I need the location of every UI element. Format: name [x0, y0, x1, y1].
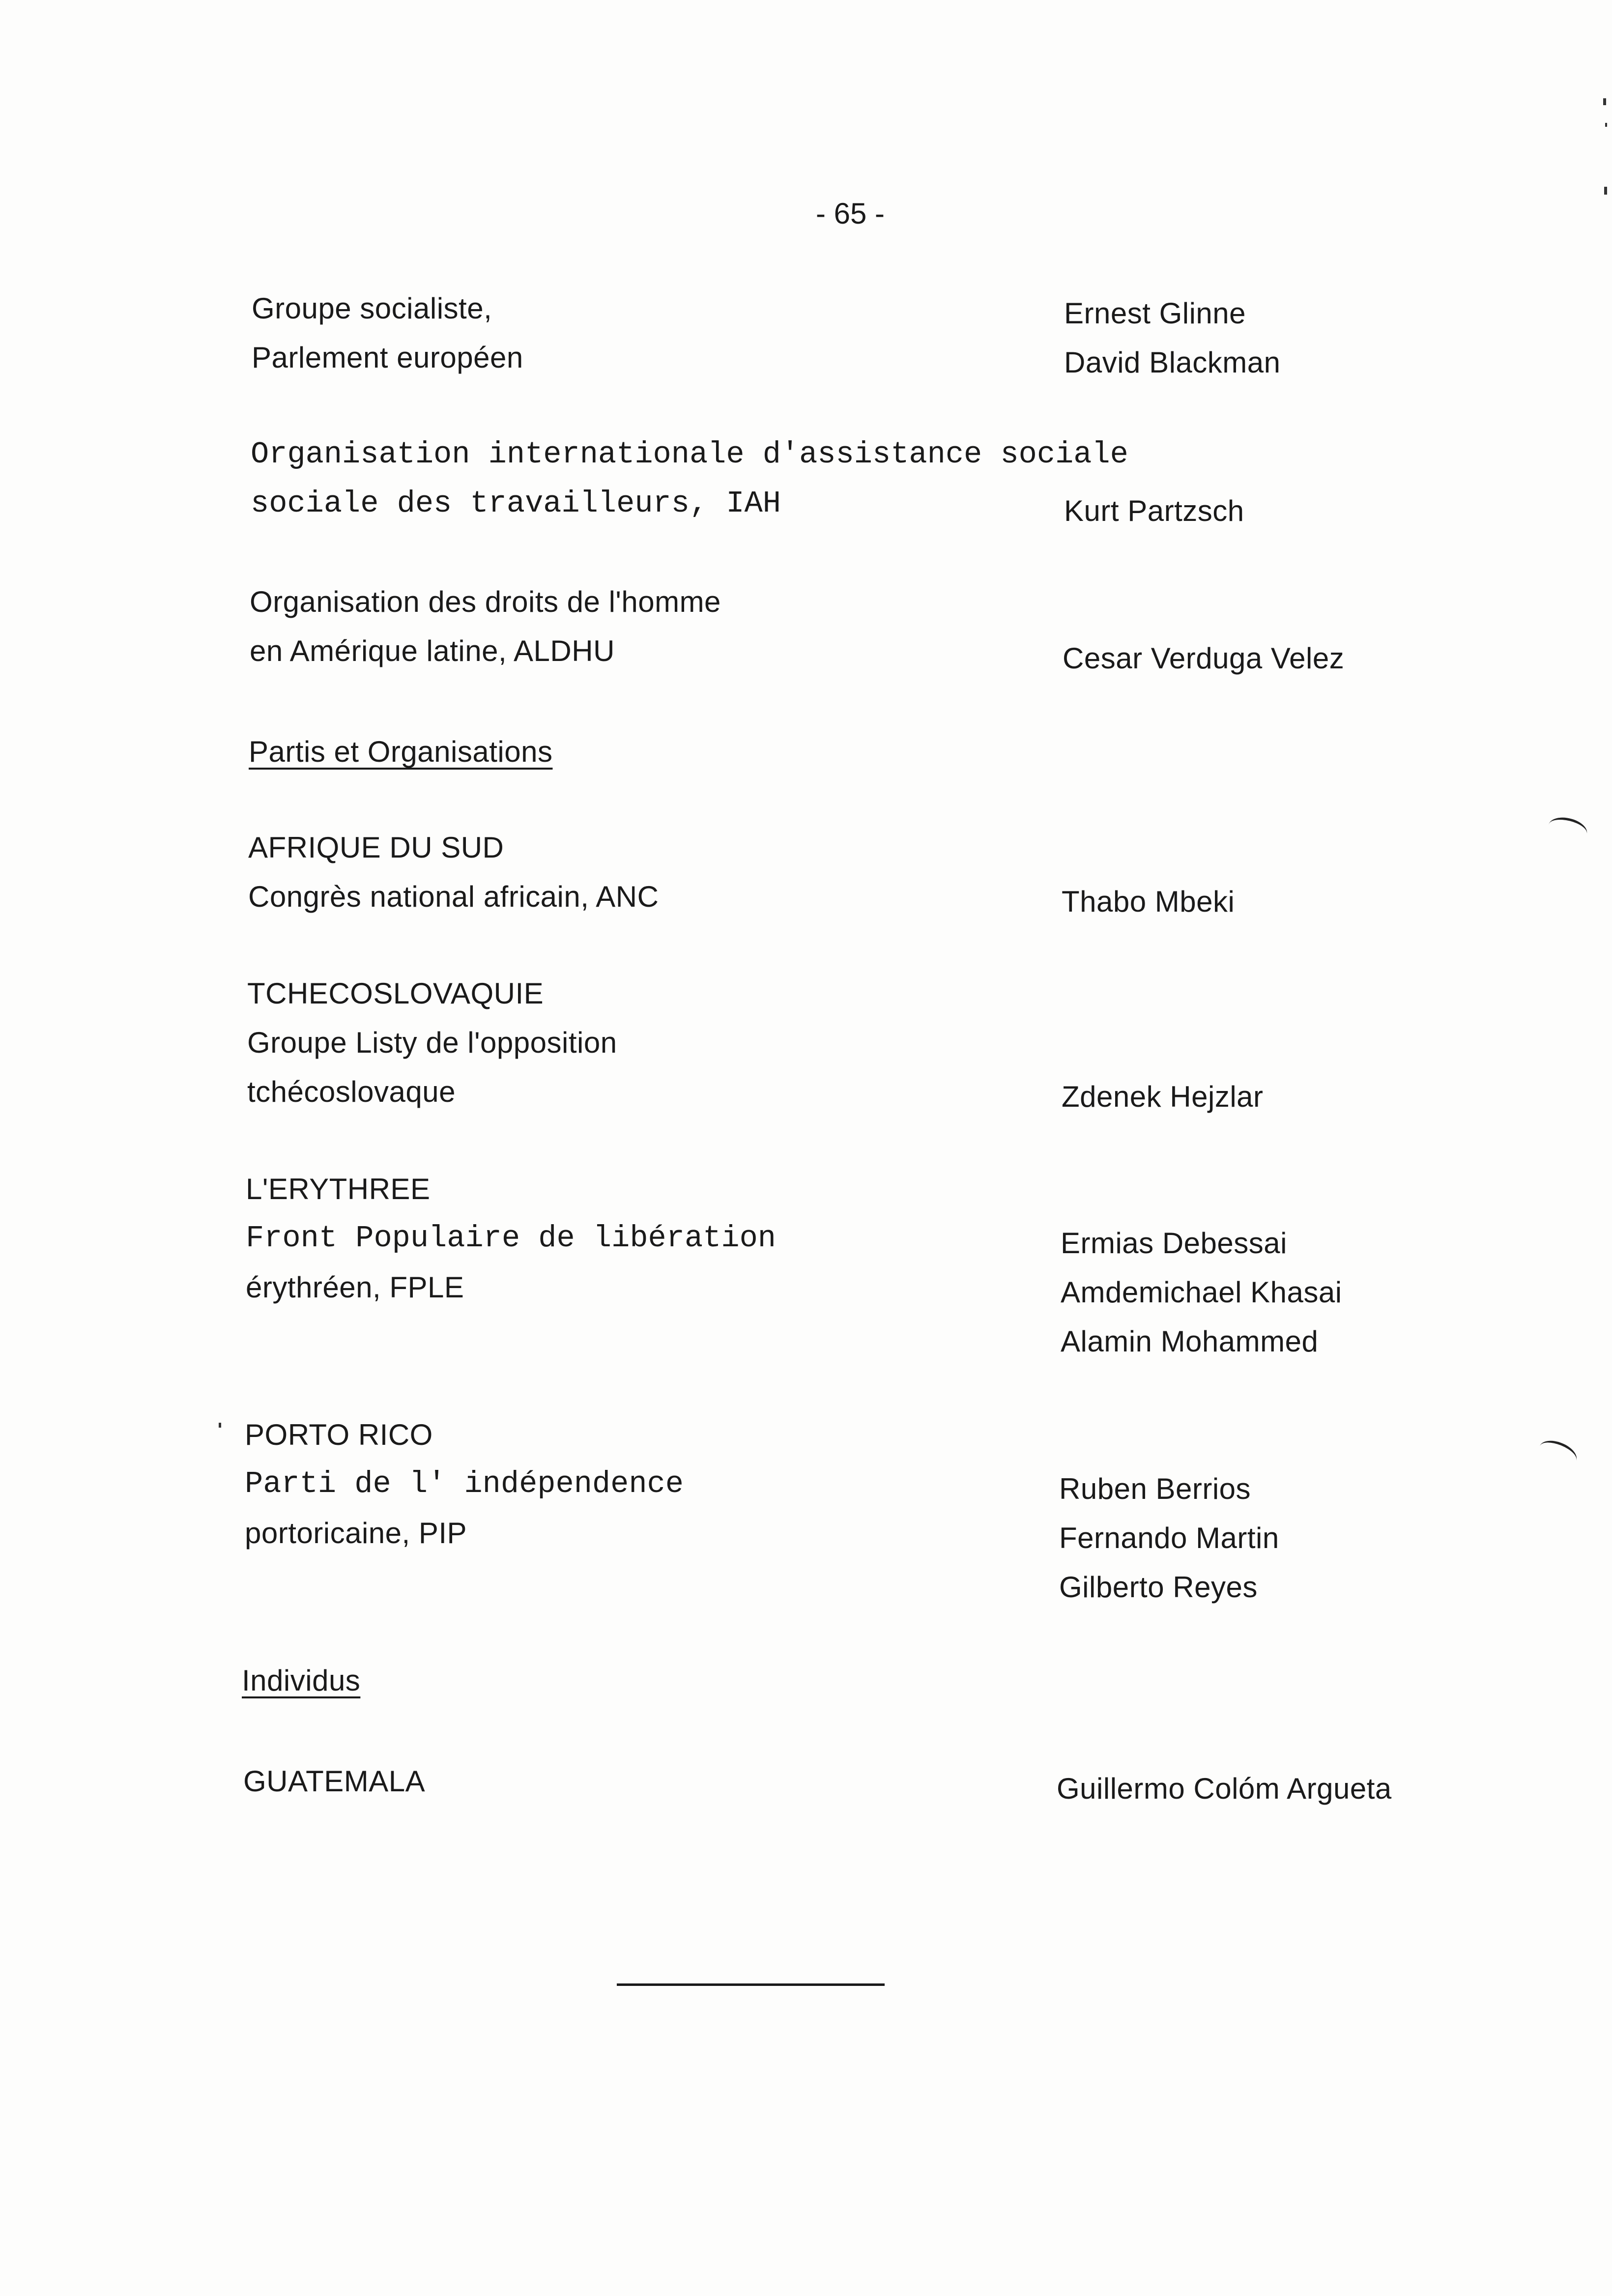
org-line: Parti de l' indépendence: [245, 1466, 684, 1501]
org-line: Organisation internationale d'assistance sociale: [251, 437, 1128, 472]
country-heading: AFRIQUE DU SUD: [248, 831, 504, 864]
delegate-name: Alamin Mohammed: [1061, 1325, 1319, 1358]
delegate-name: Zdenek Hejzlar: [1062, 1080, 1264, 1113]
scan-mark: [1605, 123, 1607, 127]
org-line: portoricaine, PIP: [245, 1517, 467, 1550]
scan-mark: [219, 1423, 221, 1428]
country-heading: L'ERYTHREE: [246, 1173, 431, 1205]
org-line: Front Populaire de libération: [246, 1221, 776, 1256]
country-heading: TCHECOSLOVAQUIE: [247, 977, 544, 1010]
delegate-name: Guillermo Colóm Argueta: [1057, 1772, 1392, 1805]
delegate-name: Gilberto Reyes: [1059, 1571, 1258, 1604]
org-line: Organisation des droits de l'homme: [250, 585, 721, 618]
delegate-name: David Blackman: [1064, 346, 1281, 379]
country-heading: GUATEMALA: [243, 1765, 426, 1798]
country-heading: PORTO RICO: [245, 1418, 433, 1451]
org-line: Groupe socialiste,: [252, 292, 492, 325]
scan-arc: [1535, 1436, 1580, 1471]
org-line: tchécoslovaque: [247, 1075, 456, 1108]
org-line: Groupe Listy de l'opposition: [247, 1026, 617, 1059]
delegate-name: Ruben Berrios: [1059, 1472, 1251, 1505]
delegate-name: Kurt Partzsch: [1064, 494, 1244, 527]
delegate-name: Ernest Glinne: [1064, 297, 1246, 330]
scan-mark: [1604, 187, 1607, 195]
org-line: érythréen, FPLE: [246, 1271, 464, 1304]
delegate-name: Fernando Martin: [1059, 1521, 1279, 1554]
page-number: - 65 -: [816, 197, 885, 230]
org-line: Congrès national africain, ANC: [248, 880, 659, 913]
closing-rule: [617, 1983, 885, 1986]
org-line: en Amérique latine, ALDHU: [250, 634, 615, 667]
org-line: sociale des travailleurs, IAH: [251, 486, 781, 521]
org-line: Parlement européen: [252, 341, 523, 374]
section-heading-parties: Partis et Organisations: [249, 735, 553, 768]
scan-mark: [1603, 98, 1606, 105]
scan-arc: [1546, 814, 1590, 845]
delegate-name: Cesar Verduga Velez: [1063, 642, 1345, 675]
section-heading-individus: Individus: [242, 1664, 361, 1697]
delegate-name: Amdemichael Khasai: [1061, 1276, 1342, 1309]
delegate-name: Thabo Mbeki: [1062, 885, 1235, 918]
delegate-name: Ermias Debessai: [1061, 1227, 1287, 1260]
